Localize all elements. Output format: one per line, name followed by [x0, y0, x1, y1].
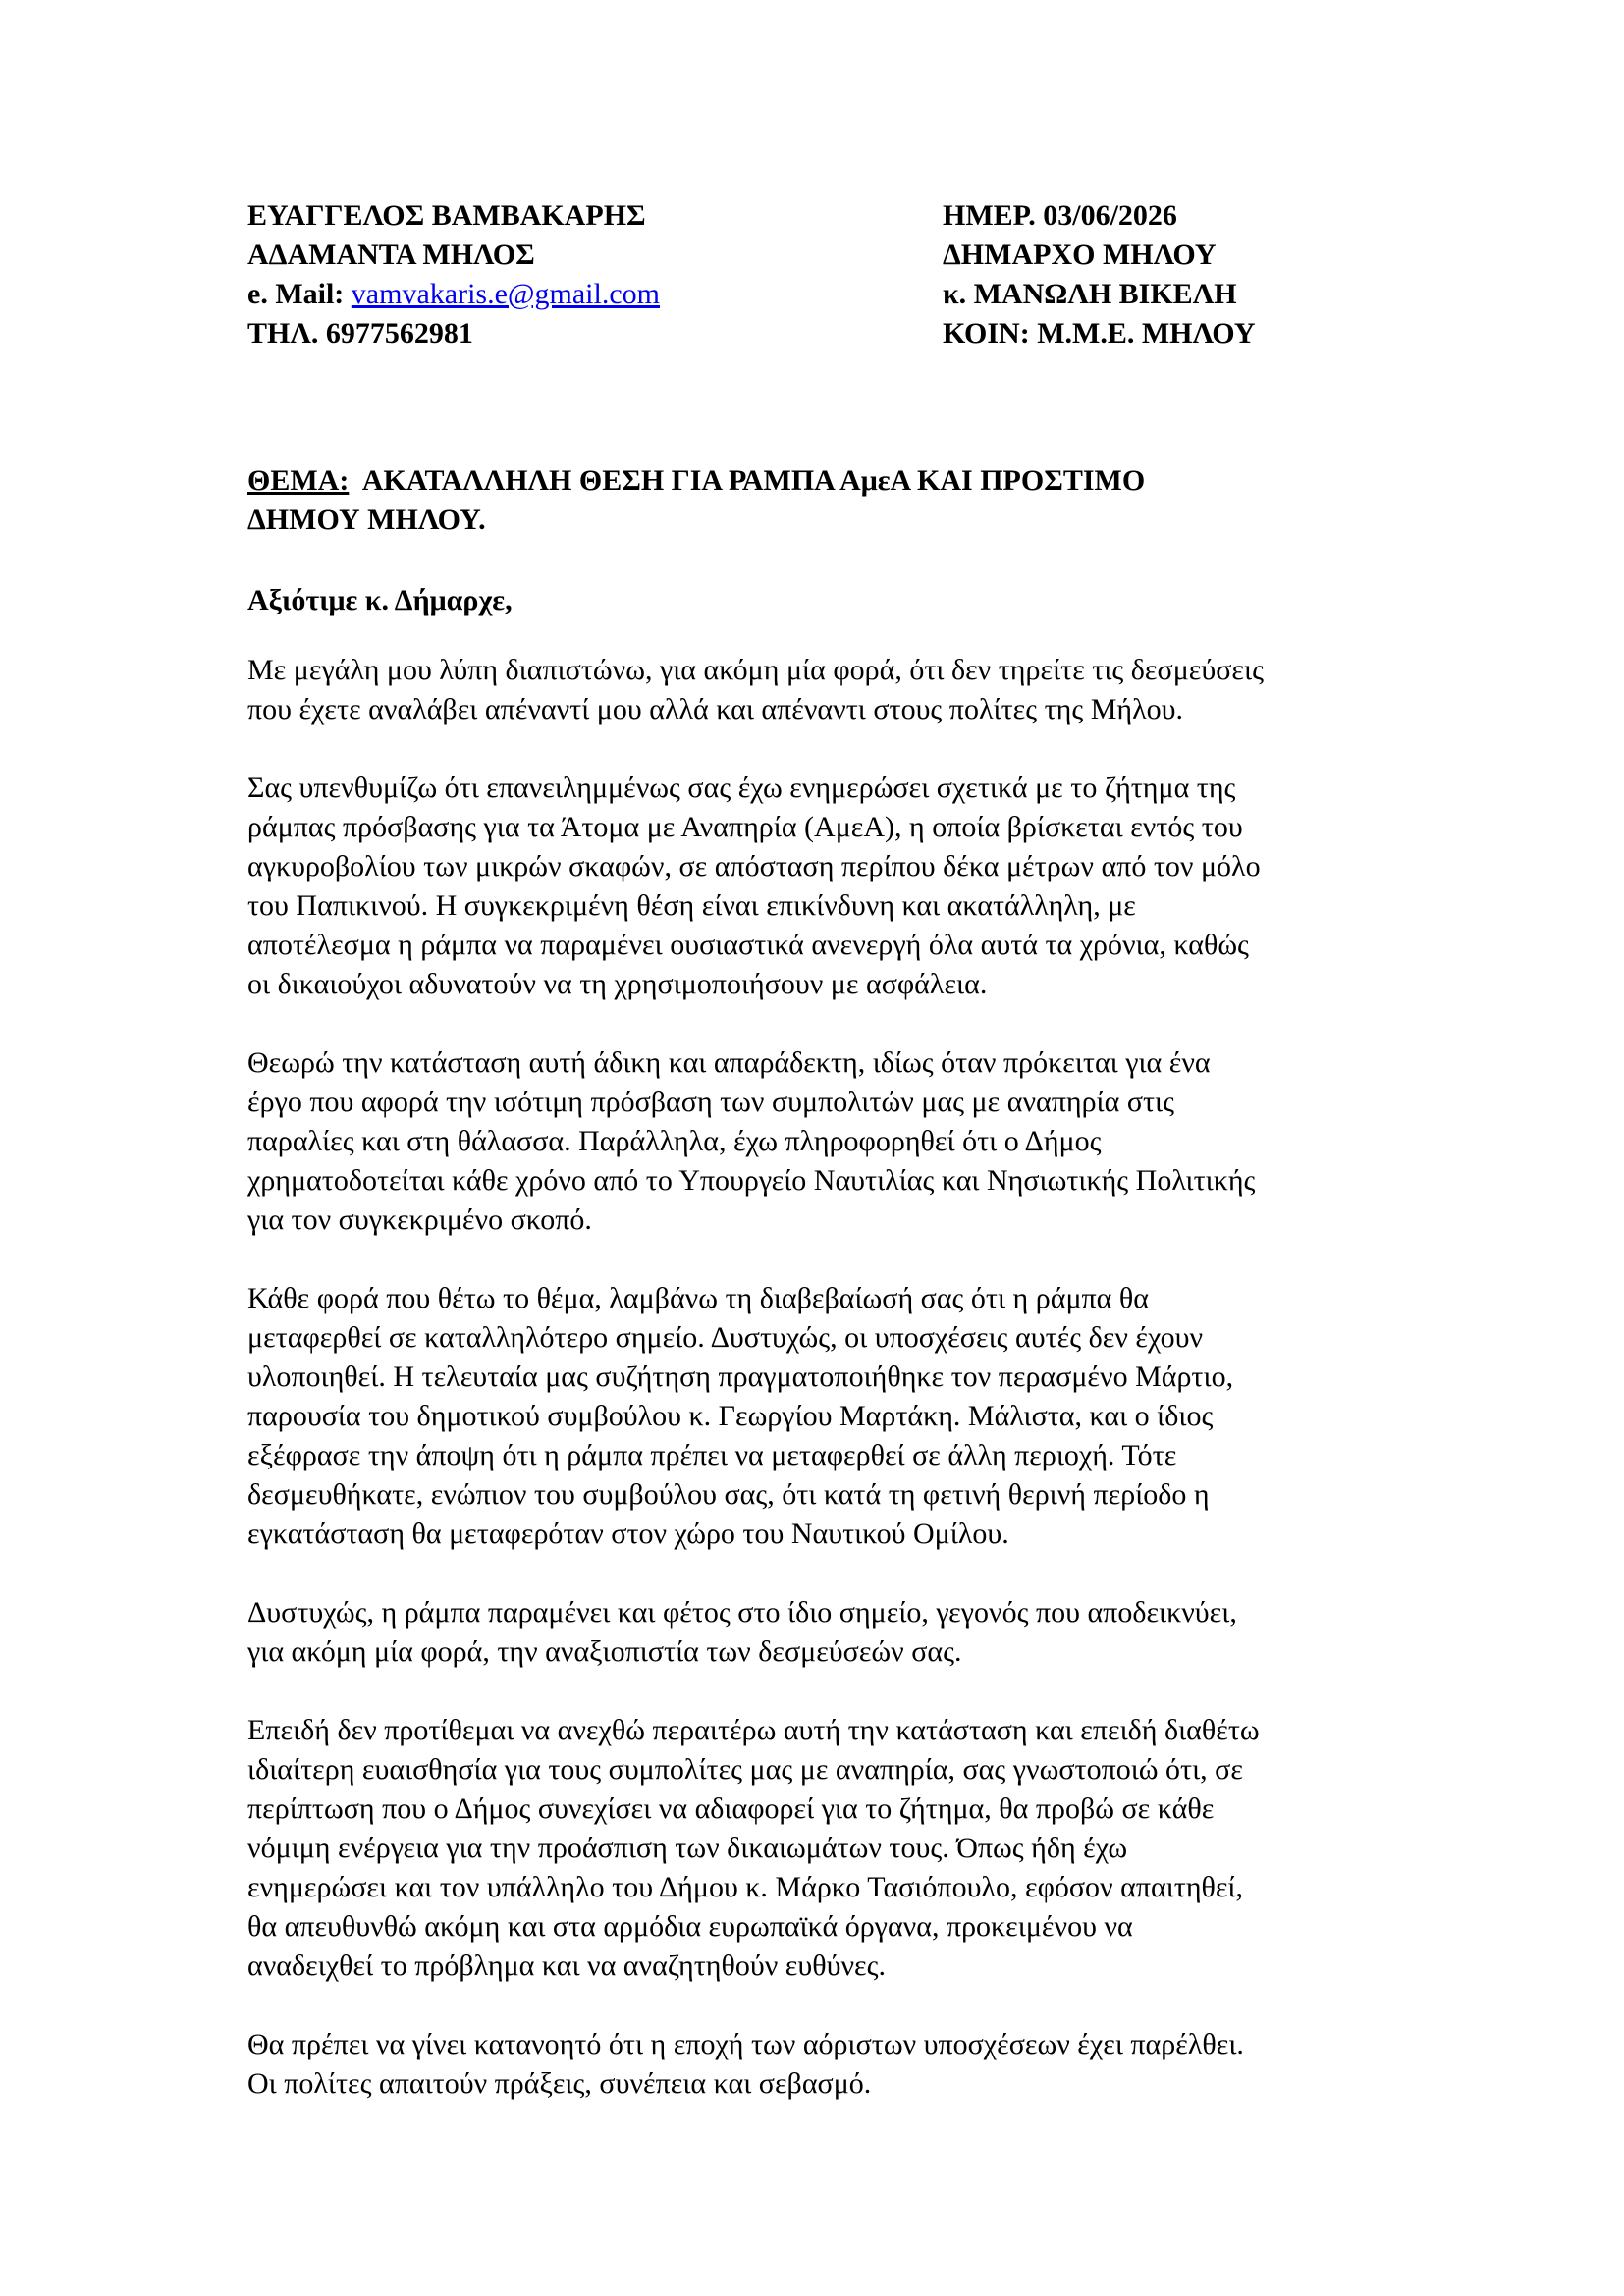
paragraph-5 [247, 1593, 1406, 1672]
email-label: e. Mail: [247, 278, 345, 310]
sender-name: ΕΥΑΓΓΕΛΟΣ ΒΑΜΒΑΚΑΡΗΣ [247, 199, 646, 232]
paragraph-line: υλοποιηθεί. Η τελευταία μας συζήτηση πραγματοποιήθηκε τον περασμένο Μάρτιο, [247, 1361, 1234, 1393]
paragraph-line: Θεωρώ την κατάσταση αυτή άδικη και απαράδεκτη, ιδίως όταν πρόκειται για ένα [247, 1046, 1211, 1079]
subject-line-1 [247, 461, 1386, 501]
email-link[interactable]: vamvakaris.e@gmail.com [351, 278, 660, 310]
paragraph-line: ενημερώσει και τον υπάλληλο του Δήμου κ. Μάρκο Τασιόπουλο, εφόσον απαιτηθεί, [247, 1871, 1244, 1903]
recipient-block [943, 196, 1394, 353]
paragraph-line: Θα πρέπει να γίνει κατανοητό ότι η εποχή των αόριστων υποσχέσεων έχει παρέλθει. [247, 2028, 1244, 2060]
salutation: Αξιότιμε κ. Δήμαρχε, [247, 584, 513, 616]
paragraph-line: ιδιαίτερη ευαισθησία για τους συμπολίτες μας με αναπηρία, σας γνωστοποιώ ότι, σε [247, 1753, 1243, 1786]
paragraph-line: νόμιμη ενέργεια για την προάσπιση των δικαιωμάτων τους. Όπως ήδη έχω [247, 1832, 1128, 1864]
paragraph-line: Επειδή δεν προτίθεμαι να ανεχθώ περαιτέρω αυτή την κατάσταση και επειδή διαθέτω [247, 1714, 1260, 1746]
paragraph-line: αγκυροβολίου των μικρών σκαφών, σε απόσταση περίπου δέκα μέτρων από τον μόλο [247, 850, 1261, 882]
subject-text-1: ΑΚΑΤΑΛΛΗΛΗ ΘΕΣΗ ΓΙΑ ΡΑΜΠΑ ΑμεΑ ΚΑΙ ΠΡΟΣΤΙΜΟ [361, 464, 1146, 497]
sender-phone: ΤΗΛ. 6977562981 [247, 317, 473, 349]
paragraph-line: Οι πολίτες απαιτούν πράξεις, συνέπεια και σεβασμό. [247, 2067, 872, 2100]
paragraph-line: αναδειχθεί το πρόβλημα και να αναζητηθούν ευθύνες. [247, 1949, 886, 1982]
recipient-title: ΔΗΜΑΡΧΟ ΜΗΛΟΥ [943, 239, 1217, 271]
paragraph-line: του Παπικινού. Η συγκεκριμένη θέση είναι επικίνδυνη και ακατάλληλη, με [247, 889, 1136, 922]
paragraph-line: παρουσία του δημοτικού συμβούλου κ. Γεωργίου Μαρτάκη. Μάλιστα, και ο ίδιος [247, 1400, 1214, 1432]
paragraph-line: θα απευθυνθώ ακόμη και στα αρμόδια ευρωπαϊκά όργανα, προκειμένου να [247, 1910, 1133, 1943]
recipient-cc: ΚΟΙΝ: Μ.Μ.Ε. ΜΗΛΟΥ [943, 317, 1256, 349]
paragraph-line: αποτέλεσμα η ράμπα να παραμένει ουσιαστικά ανενεργή όλα αυτά τα χρόνια, καθώς [247, 929, 1249, 961]
sender-location: ΑΔΑΜΑΝΤΑ ΜΗΛΟΣ [247, 239, 535, 271]
paragraph-line: οι δικαιούχοι αδυνατούν να τη χρησιμοποιήσουν με ασφάλεια. [247, 968, 988, 1000]
paragraph-line: Κάθε φορά που θέτω το θέμα, λαμβάνω τη διαβεβαίωσή σας ότι η ράμπα θα [247, 1282, 1149, 1314]
paragraph-line: για ακόμη μία φορά, την αναξιοπιστία των δεσμεύσεών σας. [247, 1635, 962, 1668]
paragraph-line: μεταφερθεί σε καταλληλότερο σημείο. Δυστυχώς, οι υποσχέσεις αυτές δεν έχουν [247, 1321, 1204, 1354]
paragraph-line: Με μεγάλη μου λύπη διαπιστώνω, για ακόμη μία φορά, ότι δεν τηρείτε τις δεσμεύσεις [247, 654, 1264, 686]
paragraph-1 [247, 651, 1406, 729]
paragraph-line: δεσμευθήκατε, ενώπιον του συμβούλου σας, ότι κατά τη φετινή θερινή περίοδο η [247, 1478, 1210, 1511]
paragraph-7 [247, 2025, 1406, 2104]
paragraph-line: περίπτωση που ο Δήμος συνεχίσει να αδιαφορεί για το ζήτημα, θα προβώ σε κάθε [247, 1792, 1215, 1825]
subject-line-2: ΔΗΜΟΥ ΜΗΛΟΥ. [247, 504, 486, 536]
paragraph-line: εγκατάσταση θα μεταφερόταν στον χώρο του Ναυτικού Ομίλου. [247, 1518, 1009, 1550]
paragraph-4 [247, 1279, 1406, 1554]
paragraph-line: Σας υπενθυμίζω ότι επανειλημμένως σας έχω ενημερώσει σχετικά με το ζήτημα της [247, 772, 1236, 804]
paragraph-line: εξέφρασε την άποψη ότι η ράμπα πρέπει να μεταφερθεί σε άλλη περιοχή. Τότε [247, 1439, 1177, 1471]
paragraph-line: Δυστυχώς, η ράμπα παραμένει και φέτος στο ίδιο σημείο, γεγονός που αποδεικνύει, [247, 1596, 1237, 1629]
paragraph-line: για τον συγκεκριμένο σκοπό. [247, 1203, 592, 1236]
paragraph-6 [247, 1711, 1406, 1986]
paragraph-line: έργο που αφορά την ισότιμη πρόσβαση των συμπολιτών μας με αναπηρία στις [247, 1086, 1175, 1118]
paragraph-line: ράμπας πρόσβασης για τα Άτομα με Αναπηρία (ΑμεΑ), η οποία βρίσκεται εντός του [247, 811, 1243, 843]
paragraph-line: χρηματοδοτείται κάθε χρόνο από το Υπουργείο Ναυτιλίας και Νησιωτικής Πολιτικής [247, 1164, 1256, 1197]
sender-block [247, 196, 876, 353]
paragraph-line: που έχετε αναλάβει απέναντί μου αλλά και απέναντι στους πολίτες της Μήλου. [247, 693, 1183, 725]
letter-date: ΗΜΕΡ. 03/06/2026 [943, 199, 1177, 232]
letter-body [247, 651, 1406, 2143]
paragraph-2 [247, 769, 1406, 1004]
subject-label: ΘΕΜΑ: [247, 464, 350, 497]
sender-email-line [247, 275, 876, 314]
recipient-name: κ. ΜΑΝΩΛΗ ΒΙΚΕΛΗ [943, 278, 1237, 310]
paragraph-3 [247, 1043, 1406, 1240]
paragraph-line: παραλίες και στη θάλασσα. Παράλληλα, έχω πληροφορηθεί ότι ο Δήμος [247, 1125, 1102, 1157]
subject-block [247, 461, 1386, 540]
